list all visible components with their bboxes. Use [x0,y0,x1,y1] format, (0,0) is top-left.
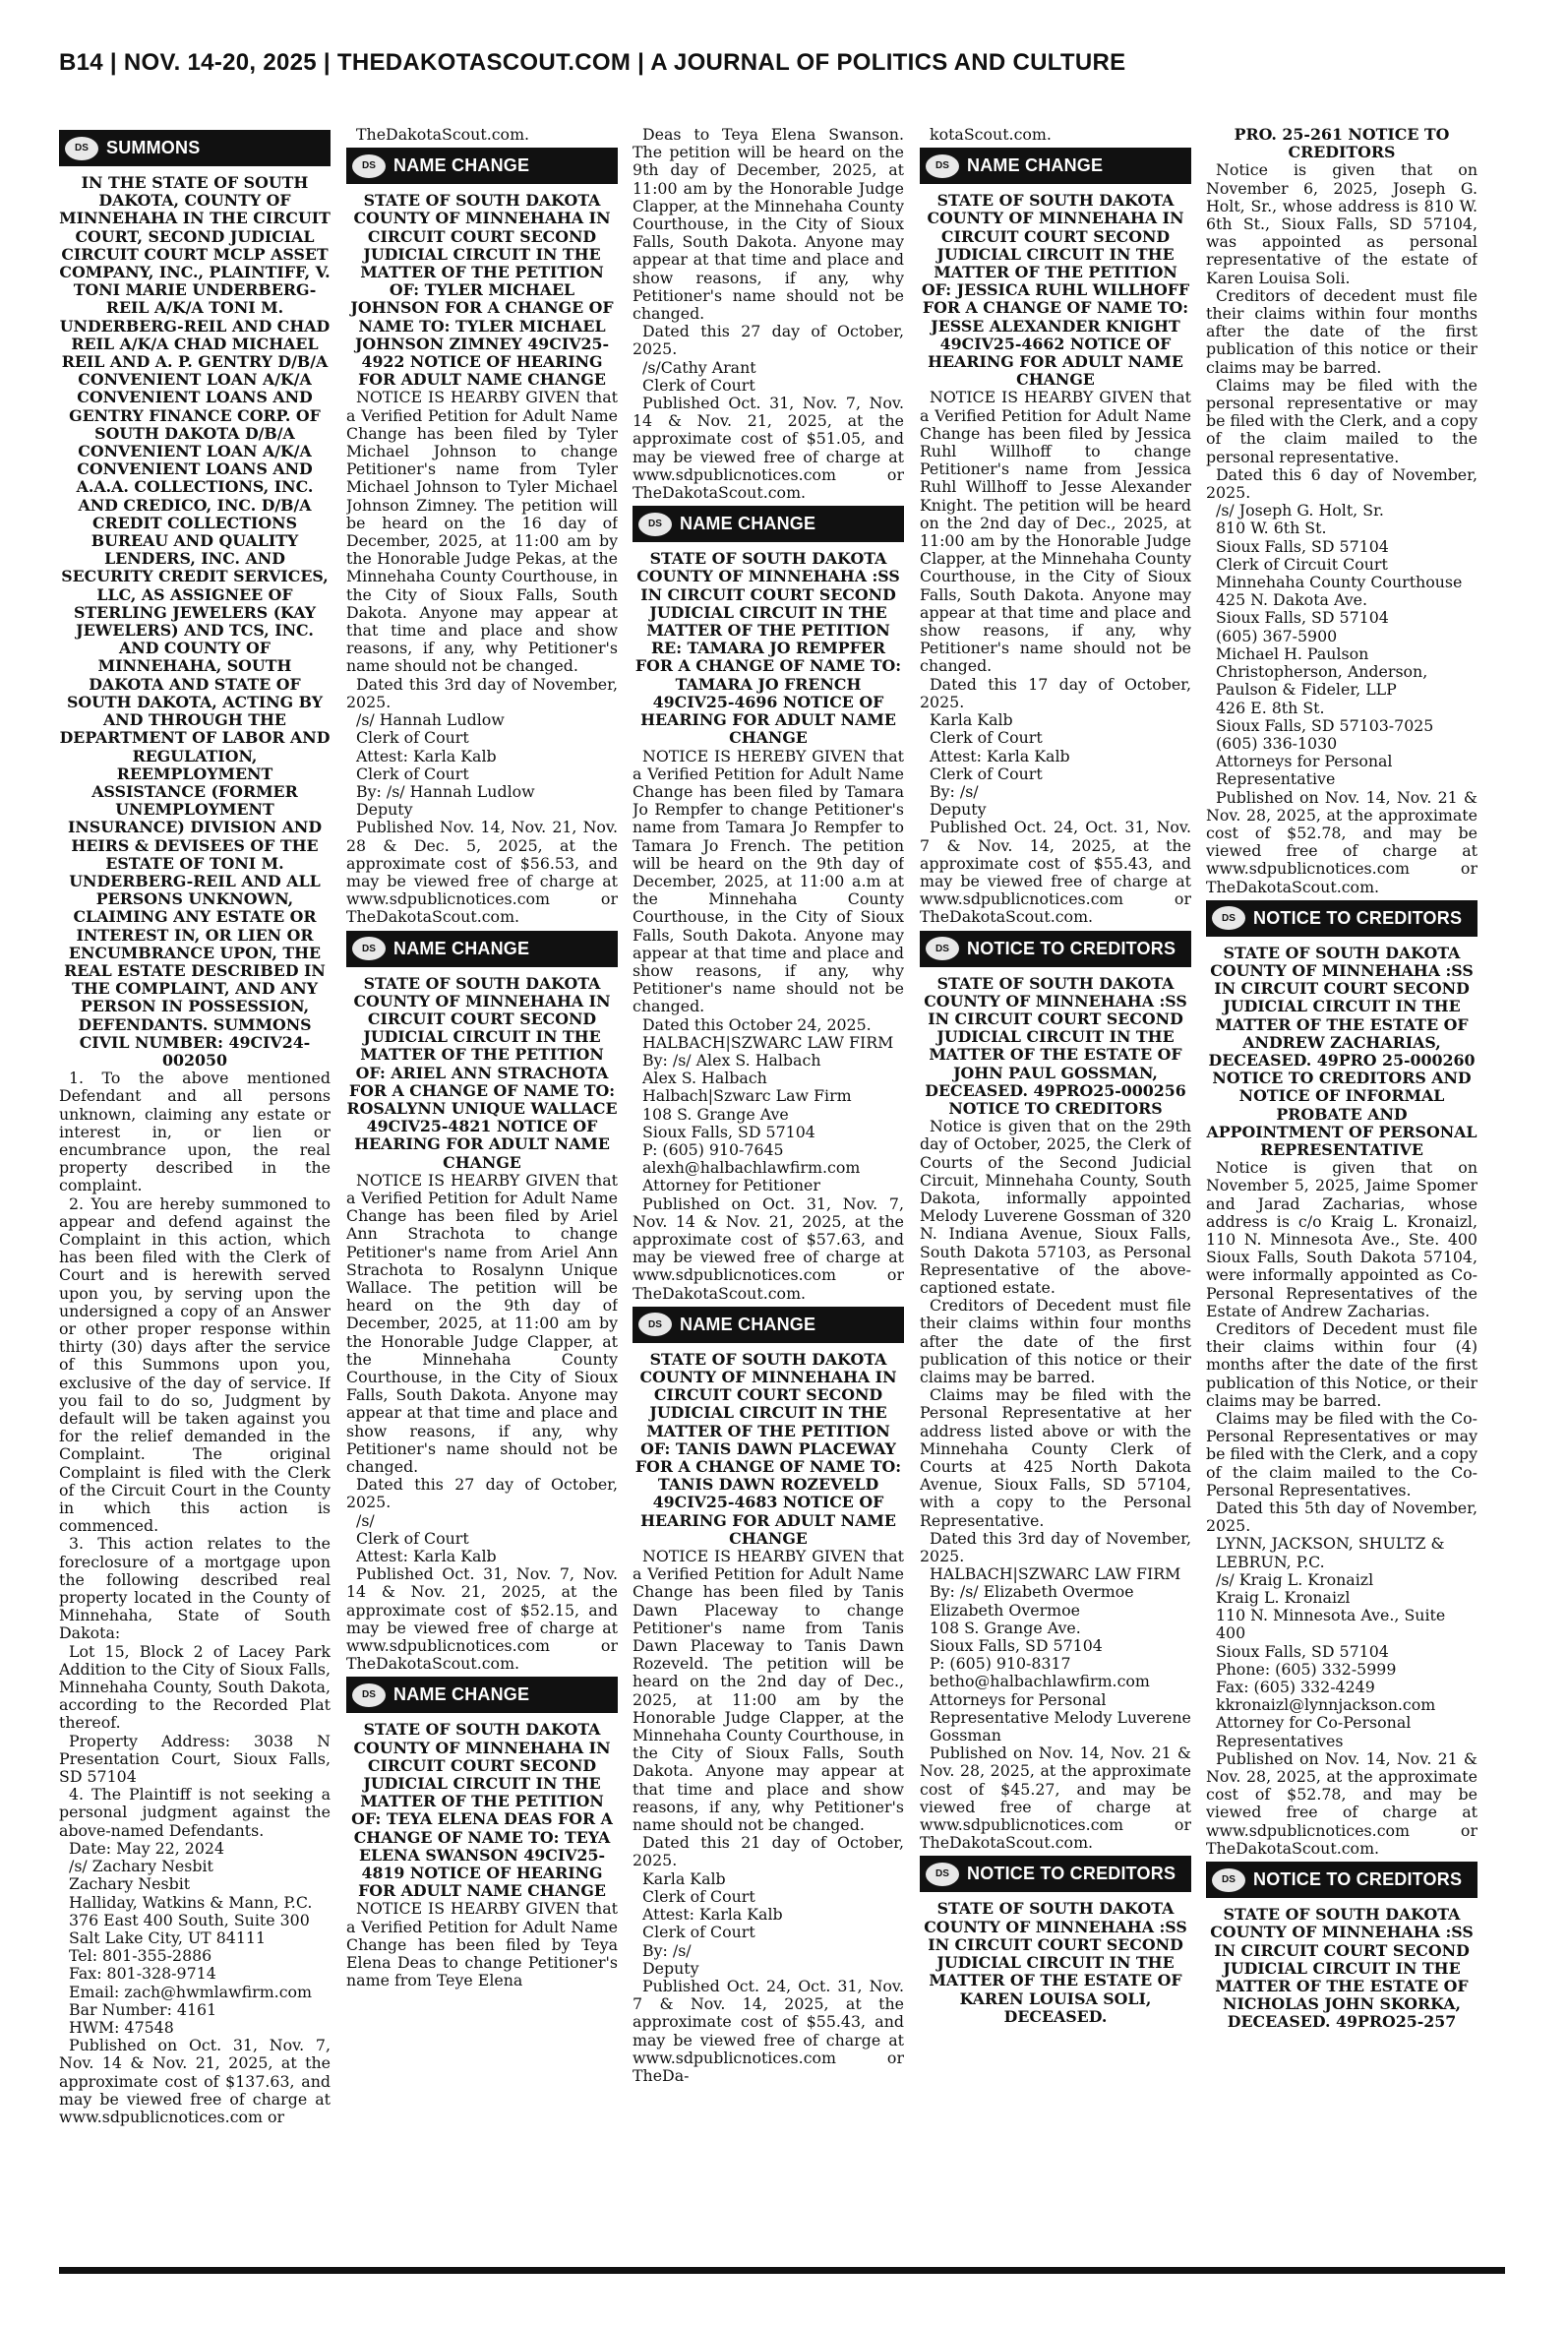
notice-line: Clerk of Court [930,728,1043,748]
notice-caption: STATE OF SOUTH DAKOTA COUNTY OF MINNEHAHA :SS IN CIRCUIT COURT SECOND JUDICIAL CIRCUIT IN THE MATTER OF THE ESTATE OF ANDREW ZACHARIAS, DECEASED. 49PRO 25-000260 NOTICE TO CREDITORS AND NOTICE OF INFORMAL PROBATE AND APPOINTMENT OF PERSONAL REPRESENTATIVE [1206,943,1478,1159]
notice-paragraph: 4. The Plaintiff is not seeking a personal judgment against the above-named Defendants. [59,1785,331,1840]
notice-line: (605) 367-5900 [1216,626,1338,645]
notice-line: Salt Lake City, UT 84111 [69,1927,266,1947]
notice-line: /s/ Hannah Ludlow [356,710,505,730]
notice-paragraph: Published Oct. 24, Oct. 31, Nov. 7 & Nov. 14, 2025, at the approximate cost of $55.43, and may be viewed free of charge at www.sdpublicnotices.com or TheDakotaScout.com. [920,818,1191,927]
notice-line: betho@halbachlawfirm.com [930,1672,1150,1691]
section-title: NAME CHANGE [393,938,530,958]
notice-paragraph: Published Oct. 24, Oct. 31, Nov. 7 & Nov. 14, 2025, at the approximate cost of $55.43, and may be viewed free of charge at www.sdpublicnotices.com or TheDa- [633,1976,904,2085]
scout-logo-icon: DS [352,937,386,960]
scout-logo-icon: DS [926,937,959,960]
notice-line: Deputy [642,1958,699,1978]
notice-line: Sioux Falls, SD 57104 [1216,536,1389,556]
notice-paragraph: Dated this 3rd day of November, 2025. [346,674,618,711]
notice-line: Attest: Karla Kalb [356,746,497,765]
notice-line: 425 N. Dakota Ave. [1216,590,1368,610]
section-header [59,130,331,166]
section-title: NOTICE TO CREDITORS [1253,907,1463,928]
notice-caption: STATE OF SOUTH DAKOTA COUNTY OF MINNEHAHA IN CIRCUIT COURT SECOND JUDICIAL CIRCUIT IN THE MATTER OF THE PETITION OF: JESSICA RUHL WILLHOFF FOR A CHANGE OF NAME TO: JESSE ALEXANDER KNIGHT 49CIV25-4662 NOTICE OF HEARING FOR ADULT NAME CHANGE [921,191,1190,390]
page-folio: B14 | NOV. 14-20, 2025 | THEDAKOTASCOUT.COM | A JOURNAL OF POLITICS AND CULTURE [59,49,1126,76]
notice-paragraph: Notice is given that on November 5, 2025, Jaime Spomer and Jarad Zacharias, whose address is c/o Kraig L. Kronaizl, 110 N. Minnesota Ave., Ste. 400 Sioux Falls, South Dakota 57104, were informally appointed as Co-Personal Representatives of the Estate of Andrew Zacharias. [1206,1158,1478,1320]
notice-line: Sioux Falls, SD 57104 [642,1122,815,1141]
notice-line: Bar Number: 4161 [69,1999,217,2019]
notice-line: Attest: Karla Kalb [930,746,1070,765]
notice-caption: STATE OF SOUTH DAKOTA COUNTY OF MINNEHAHA IN CIRCUIT COURT SECOND JUDICIAL CIRCUIT IN THE MATTER OF THE PETITION OF: TEYA ELENA DEAS FOR A CHANGE OF NAME TO: TEYA ELENA SWANSON 49CIV25-4819 NOTICE OF HEARING FOR ADULT NAME CHANGE [351,1720,613,1901]
notice-line: HALBACH|SZWARC LAW FIRM [930,1564,1181,1584]
notice-paragraph: NOTICE IS HEARBY GIVEN that a Verified Petition for Adult Name Change has been filed by Jessica Ruhl Willhoff to change Petitioner's name from Jessica Ruhl Willhoff to Jesse Alexander Knight. The petition will be heard on the 2nd day of Dec., 2025, at 11:00 am by the Honorable Judge Clapper, at the Minnehaha County Courthouse, in the City of Sioux Falls, South Dakota. Anyone may appear at that time and place and show reasons, if any, why Petitioner's name should not be changed. [920,388,1191,676]
section-title: NAME CHANGE [680,514,816,534]
notice-line: Elizabeth Overmoe [930,1600,1080,1620]
notice-line: Clerk of Court [642,1923,755,1942]
notice-line: Clerk of Circuit Court [1216,554,1388,574]
column-3 [633,126,904,2263]
notice-paragraph: Dated this 5th day of November, 2025. [1206,1499,1478,1536]
notice-paragraph: NOTICE IS HEARBY GIVEN that a Verified Petition for Adult Name Change has been filed by Tyler Michael Johnson to change Petitioner's name from Tyler Michael Johnson to Tyler Michael Johnson Zimney. The petition will be heard on the 16 day of December, 2025, at 11:00 am by the Honorable Judge Pekas, at the Minnehaha County Courthouse, in the City of Sioux Falls, South Dakota. Anyone may appear at that time and place and show reasons, if any, why Petitioner's name should not be changed. [346,388,618,676]
notice-caption: STATE OF SOUTH DAKOTA COUNTY OF MINNEHAHA :SS IN CIRCUIT COURT SECOND JUDICIAL CIRCUIT IN THE MATTER OF THE ESTATE OF NICHOLAS JOHN SKORKA, DECEASED. 49PRO25-257 [1210,1905,1474,2032]
section-header [633,506,904,542]
notice-paragraph: Claims may be filed with the Co-Personal Representatives or may be filed with the Clerk, and a copy of the claim mailed to the Co-Personal Representatives. [1206,1409,1478,1499]
notice-line: /s/ Zachary Nesbit [69,1857,213,1876]
section-header [920,931,1191,967]
notice-line: /s/ Kraig L. Kronaizl [1216,1569,1374,1589]
notice-paragraph: Published on Nov. 14, Nov. 21 & Nov. 28, 2025, at the approximate cost of $52.78, and may be viewed free of charge at www.sdpublicnotices.com or TheDakotaScout.com. [1206,787,1478,896]
notice-line: /s/ [356,1510,375,1530]
notice-paragraph: Published on Oct. 31, Nov. 7, Nov. 14 & Nov. 21, 2025, at the approximate cost of $57.63, and may be viewed free of charge at www.sdpublicnotices.com or TheDakotaScout.com. [633,1193,904,1303]
notice-paragraph: Dated this 6 day of November, 2025. [1206,464,1478,503]
notice-line: 110 N. Minnesota Ave., Suite 400 [1216,1606,1446,1643]
scout-logo-icon: DS [65,137,98,160]
notice-caption: PRO. 25-261 NOTICE TO CREDITORS [1234,126,1450,162]
column-2 [346,126,618,2263]
notice-line: Attorneys for Personal Representative [1216,752,1393,789]
notice-line: Sioux Falls, SD 57103-7025 [1216,715,1434,735]
section-header [346,931,618,967]
section-title: NOTICE TO CREDITORS [1253,1869,1463,1890]
section-title: NAME CHANGE [393,1684,530,1705]
notice-paragraph: Claims may be filed with the Personal Representative at her address listed above or with the Minnehaha County Clerk of Courts at 425 North Dakota Avenue, Sioux Falls, SD 57104, with a copy to the Personal Representative. [920,1385,1191,1530]
notice-paragraph: Creditors of Decedent must file their claims within four months after the date of the first publication of this notice or their claims may be barred. [920,1296,1191,1386]
notice-line: Halliday, Watkins & Mann, P.C. [69,1892,313,1912]
notice-caption: STATE OF SOUTH DAKOTA COUNTY OF MINNEHAHA :SS IN CIRCUIT COURT SECOND JUDICIAL CIRCUIT IN THE MATTER OF THE ESTATE OF JOHN PAUL GOSSMAN, DECEASED. 49PRO25-000256 NOTICE TO CREDITORS [924,973,1187,1118]
notice-paragraph: NOTICE IS HEARBY GIVEN that a Verified Petition for Adult Name Change has been filed by Teya Elena Deas to change Petitioner's name from Teye Elena [346,1899,618,1990]
notice-line: Michael H. Paulson [1216,643,1369,663]
notice-paragraph: Deas to Teya Elena Swanson. The petition will be heard on the 9th day of December, 2025, at 11:00 am by the Honorable Judge Clapper, at the Minnehaha County Courthouse, in the City of Sioux Falls, South Dakota. Anyone may appear at that time and place and show reasons, if any, why Petitioner's name should not be changed. [633,126,904,324]
notice-line: Attorneys for Personal Representative Melody Luverene Gossman [930,1689,1191,1745]
section-header [920,1856,1191,1892]
notice-paragraph: Published on Nov. 14, Nov. 21 & Nov. 28, 2025, at the approximate cost of $45.27, and may be viewed free of charge at www.sdpublicnotices.com or TheDakotaScout.com. [920,1744,1191,1853]
notice-line: LYNN, JACKSON, SHULTZ & LEBRUN, P.C. [1216,1534,1445,1571]
bottom-rule [59,2267,1505,2274]
section-header [346,1677,618,1713]
notice-caption: STATE OF SOUTH DAKOTA COUNTY OF MINNEHAHA IN CIRCUIT COURT SECOND JUDICIAL CIRCUIT IN THE MATTER OF THE PETITION OF: TYLER MICHAEL JOHNSON FOR A CHANGE OF NAME TO: TYLER MICHAEL JOHNSON ZIMNEY 49CIV25-4922 NOTICE OF HEARING FOR ADULT NAME CHANGE [350,191,614,390]
scout-logo-icon: DS [1212,906,1245,930]
notice-line: Email: zach@hwmlawfirm.com [69,1982,313,2001]
section-title: NOTICE TO CREDITORS [967,938,1176,958]
notice-line: Karla Kalb [642,1868,726,1888]
notice-line: Christopherson, Anderson, Paulson & Fideler, LLP [1216,662,1428,700]
notice-line: 810 W. 6th St. [1216,519,1327,538]
scout-logo-icon: DS [926,1863,959,1886]
notice-line: /s/Cathy Arant [642,357,756,377]
notice-line: Fax: 801-328-9714 [69,1964,216,1984]
section-title: SUMMONS [106,138,201,157]
section-header [920,148,1191,184]
notice-paragraph: Notice is given that on November 6, 2025, Joseph G. Holt, Sr., whose address is 810 W. 6th St., Sioux Falls, SD 57104, was appointed as personal representative of the estate of Karen Louisa Soli. [1206,160,1478,287]
section-title: NAME CHANGE [967,155,1104,176]
notice-paragraph: Creditors of decedent must file their claims within four months after the date of the first publication of this notice or their claims may be barred. [1206,285,1478,377]
notice-paragraph: Claims may be filed with the personal representative or may be filed with the Clerk, and a copy of the claim mailed to the personal representative. [1206,375,1478,466]
notice-line: Karla Kalb [930,710,1013,730]
notice-paragraph: Published on Nov. 14, Nov. 21 & Nov. 28, 2025, at the approximate cost of $52.78, and may be viewed free of charge at www.sdpublicnotices.com or TheDakotaScout.com. [1206,1748,1478,1858]
notice-line: Clerk of Court [930,764,1043,783]
notice-line: Minnehaha County Courthouse [1216,573,1463,592]
notice-paragraph: Notice is given that on the 29th day of October, 2025, the Clerk of Courts of the Second Judicial Circuit, Minnehaha County, South Dakota, informally appointed Melody Luverene Gossman of 320 N. Indiana Avenue, Sioux Falls, South Dakota 57103, as Personal Representative of the above-captioned estate. [920,1117,1191,1297]
notice-line: Attest: Karla Kalb [642,1905,783,1925]
notice-caption: STATE OF SOUTH DAKOTA COUNTY OF MINNEHAHA IN CIRCUIT COURT SECOND JUDICIAL CIRCUIT IN THE MATTER OF THE PETITION OF: ARIEL ANN STRACHOTA FOR A CHANGE OF NAME TO: ROSALYNN UNIQUE WALLACE 49CIV25-4821 NOTICE OF HEARING FOR ADULT NAME CHANGE [346,973,618,1172]
column-5 [1206,126,1478,2263]
section-title: NOTICE TO CREDITORS [967,1864,1176,1884]
notice-line: Clerk of Court [642,1886,755,1906]
notice-line: Alex S. Halbach [642,1069,767,1088]
notice-line: 108 S. Grange Ave [642,1104,789,1124]
section-header [346,148,618,184]
notice-line: Date: May 22, 2024 [69,1838,225,1858]
notice-line: 376 East 400 South, Suite 300 [69,1910,310,1929]
scout-logo-icon: DS [352,154,386,178]
notice-line: (605) 336-1030 [1216,733,1338,753]
notice-line: Clerk of Court [356,764,469,783]
notice-line: By: /s/ [642,1940,692,1960]
notice-paragraph: 2. You are hereby summoned to appear and defend against the Complaint in this action, which has been filed with the Clerk of Court and is herewith served upon you, by serving upon the undersigned a copy of an Answer or other proper response within thirty (30) days after the service of this Summons upon you, exclusive of the day of service. If you fail to do so, Judgment by default will be taken against you for the relief demanded in the Complaint. The original Complaint is filed with the Clerk of the Circuit Court in the County in which this action is commenced. [59,1193,331,1536]
notice-line: Tel: 801-355-2886 [69,1946,212,1966]
notice-line: alexh@halbachlawfirm.com [642,1158,861,1178]
scout-logo-icon: DS [638,1313,672,1336]
notice-line: Deputy [356,800,413,820]
scout-logo-icon: DS [926,154,959,178]
section-title: NAME CHANGE [393,155,530,176]
notice-paragraph: Published Nov. 14, Nov. 21, Nov. 28 & Dec. 5, 2025, at the approximate cost of $56.53, and may be viewed free of charge at www.sdpublicnotices.com or TheDakotaScout.com. [346,818,618,927]
notice-line: 108 S. Grange Ave. [930,1618,1081,1637]
notice-paragraph: Dated this 27 day of October, 2025. [633,322,904,359]
section-header [633,1307,904,1343]
column-4 [920,126,1191,2263]
notice-paragraph: Lot 15, Block 2 of Lacey Park Addition to the City of Sioux Falls, Minnehaha County, South Dakota, according to the Recorded Plat thereof. [59,1641,331,1733]
scout-logo-icon: DS [1212,1868,1245,1892]
notice-line: Clerk of Court [356,728,469,748]
notice-paragraph: Dated this 17 day of October, 2025. [920,674,1191,711]
section-header [1206,900,1478,937]
notice-line: By: /s/ [930,781,979,801]
notice-line: Kraig L. Kronaizl [1216,1588,1351,1608]
notice-line: Attorney for Petitioner [642,1176,820,1195]
notice-line: By: /s/ Elizabeth Overmoe [930,1582,1134,1602]
notice-caption: STATE OF SOUTH DAKOTA COUNTY OF MINNEHAHA :SS IN CIRCUIT COURT SECOND JUDICIAL CIRCUIT IN THE MATTER OF THE ESTATE OF KAREN LOUISA SOLI, DECEASED. [924,1899,1187,2026]
notice-line: Clerk of Court [356,1528,469,1548]
notice-paragraph: Dated this 21 day of October, 2025. [633,1833,904,1870]
notice-line: Fax: (605) 332-4249 [1216,1678,1375,1697]
notice-line: HALBACH|SZWARC LAW FIRM [642,1032,894,1052]
notice-line: Attorney for Co-Personal Representatives [1216,1713,1412,1750]
notice-line: /s/ Joseph G. Holt, Sr. [1216,501,1384,520]
notice-line: HWM: 47548 [69,2017,174,2037]
notice-paragraph: Dated this October 24, 2025. [642,1014,872,1034]
notice-paragraph: Published Oct. 31, Nov. 7, Nov. 14 & Nov. 21, 2025, at the approximate cost of $51.05, and may be viewed free of charge at www.sdpublicnotices.com or TheDakotaScout.com. [633,394,904,503]
notice-line: P: (605) 910-7645 [642,1139,784,1159]
notice-paragraph: Published on Oct. 31, Nov. 7, Nov. 14 & Nov. 21, 2025, at the approximate cost of $137.63, and may be viewed free of charge at www.sdpublicnotices.com or [59,2036,331,2126]
column-1 [59,126,331,2263]
notice-caption: IN THE STATE OF SOUTH DAKOTA, COUNTY OF MINNEHAHA IN THE CIRCUIT COURT, SECOND JUDICIAL CIRCUIT COURT MCLP ASSET COMPANY, INC., PLAINTIFF, V. TONI MARIE UNDERBERG-REIL A/K/A TONI M. UNDERBERG-REIL AND CHAD REIL A/K/A CHAD MICHAEL REIL AND A. P. GENTRY D/B/A CONVENIENT LOAN A/K/A CONVENIENT LOANS AND GENTRY FINANCE CORP. OF SOUTH DAKOTA D/B/A CONVENIENT LOAN A/K/A CONVENIENT LOANS AND A.A.A. COLLECTIONS, INC. AND CREDICO, INC. D/B/A CREDIT COLLECTIONS BUREAU AND QUALITY LENDERS, INC. AND SECURITY CREDIT SERVICES, LLC, AS ASSIGNEE OF STERLING JEWELERS (KAY JEWELERS) AND TCS, INC. AND COUNTY OF MINNEHAHA, SOUTH DAKOTA AND STATE OF SOUTH DAKOTA, ACTING BY AND THROUGH THE DEPARTMENT OF LABOR AND REGULATION, REEMPLOYMENT ASSISTANCE (FORMER UNEMPLOYMENT INSURANCE) DIVISION AND HEIRS & DEVISEES OF THE ESTATE OF TONI M. UNDERBERG-REIL AND ALL PERSONS UNKNOWN, CLAIMING ANY ESTATE OR INTEREST IN, OR LIEN OR ENCUMBRANCE UPON, THE REAL ESTATE DESCRIBED IN THE COMPLAINT, AND ANY PERSON IN POSSESSION, DEFENDANTS. SUMMONS CIVIL NUMBER: 49CIV24-002050 [59,173,331,1070]
notice-line: By: /s/ Alex S. Halbach [642,1050,821,1070]
notice-paragraph: Dated this 3rd day of November, 2025. [920,1528,1191,1566]
notice-line: kkronaizl@lynnjackson.com [1216,1695,1436,1715]
scout-logo-icon: DS [352,1683,386,1707]
notice-line: Sioux Falls, SD 57104 [1216,608,1389,628]
notice-line: Halbach|Szwarc Law Firm [642,1086,852,1106]
notice-line: Clerk of Court [642,375,755,395]
notice-line: kotaScout.com. [930,126,1052,144]
notice-line: By: /s/ Hannah Ludlow [356,781,535,801]
notice-line: Phone: (605) 332-5999 [1216,1659,1397,1679]
notice-caption: STATE OF SOUTH DAKOTA COUNTY OF MINNEHAHA :SS IN CIRCUIT COURT SECOND JUDICIAL CIRCUIT IN THE MATTER OF THE PETITION RE: TAMARA JO REMPFER FOR A CHANGE OF NAME TO: TAMARA JO FRENCH 49CIV25-4696 NOTICE OF HEARING FOR ADULT NAME CHANGE [634,549,902,748]
notice-line: 426 E. 8th St. [1216,698,1325,717]
notice-line: Zachary Nesbit [69,1874,191,1894]
notice-paragraph: Published Oct. 31, Nov. 7, Nov. 14 & Nov. 21, 2025, at the approximate cost of $52.15, and may be viewed free of charge at www.sdpublicnotices.com or TheDakotaScout.com. [346,1564,618,1674]
notice-line: P: (605) 910-8317 [930,1654,1071,1674]
notice-line: Sioux Falls, SD 57104 [930,1636,1103,1656]
section-title: NAME CHANGE [680,1314,816,1334]
notice-paragraph: Dated this 27 day of October, 2025. [346,1475,618,1512]
notice-caption: STATE OF SOUTH DAKOTA COUNTY OF MINNEHAHA IN CIRCUIT COURT SECOND JUDICIAL CIRCUIT IN THE MATTER OF THE PETITION OF: TANIS DAWN PLACEWAY FOR A CHANGE OF NAME TO: TANIS DAWN ROZEVELD 49CIV25-4683 NOTICE OF HEARING FOR ADULT NAME CHANGE [634,1349,902,1548]
section-header [1206,1862,1478,1898]
notice-paragraph: NOTICE IS HEARBY GIVEN that a Verified Petition for Adult Name Change has been filed by Tanis Dawn Placeway to change Petitioner's name from Tanis Dawn Placeway to Tanis Dawn Rozeveld. The petition will be heard on the 2nd day of Dec., 2025, at 11:00 am by the Honorable Judge Clapper, at the Minnehaha County Courthouse, in the City of Sioux Falls, South Dakota. Anyone may appear at that time and place and show reasons, if any, why Petitioner's name should not be changed. [633,1547,904,1835]
notice-line: TheDakotaScout.com. [356,126,530,144]
notice-line: Sioux Falls, SD 57104 [1216,1641,1389,1661]
notice-line: Deputy [930,800,987,820]
notice-paragraph: Property Address: 3038 N Presentation Court, Sioux Falls, SD 57104 [59,1731,331,1787]
notice-paragraph: Creditors of Decedent must file their claims within four (4) months after the date of the first publication of this Notice, or their claims may be barred. [1206,1319,1478,1410]
notice-paragraph: NOTICE IS HEREBY GIVEN that a Verified Petition for Adult Name Change has been filed by Tamara Jo Rempfer to change Petitioner's name from Tamara Jo Rempfer to Tamara Jo French. The petition will be heard on the 9th day of December, 2025, at 11:00 a.m at the Minnehaha County Courthouse, in the City of Sioux Falls, South Dakota. Anyone may appear at that time and place and show reasons, if any, why Petitioner's name should not be changed. [633,746,904,1016]
notice-paragraph: 1. To the above mentioned Defendant and all persons unknown, claiming any estate or interest in, or lien or encumbrance upon, the real property described in the complaint. [59,1069,331,1195]
notice-paragraph: NOTICE IS HEARBY GIVEN that a Verified Petition for Adult Name Change has been filed by Ariel Ann Strachota to change Petitioner's name from Ariel Ann Strachota to Rosalynn Unique Wallace. The petition will be heard on the 9th day of December, 2025, at 11:00 am by the Honorable Judge Clapper, at the Minnehaha County Courthouse, in the City of Sioux Falls, South Dakota. Anyone may appear at that time and place and show reasons, if any, why Petitioner's name should not be changed. [346,1170,618,1477]
notice-line: Attest: Karla Kalb [356,1547,497,1566]
notice-paragraph: 3. This action relates to the foreclosure of a mortgage upon the following described real property located in the County of Minnehaha, State of South Dakota: [59,1534,331,1643]
scout-logo-icon: DS [638,513,672,536]
